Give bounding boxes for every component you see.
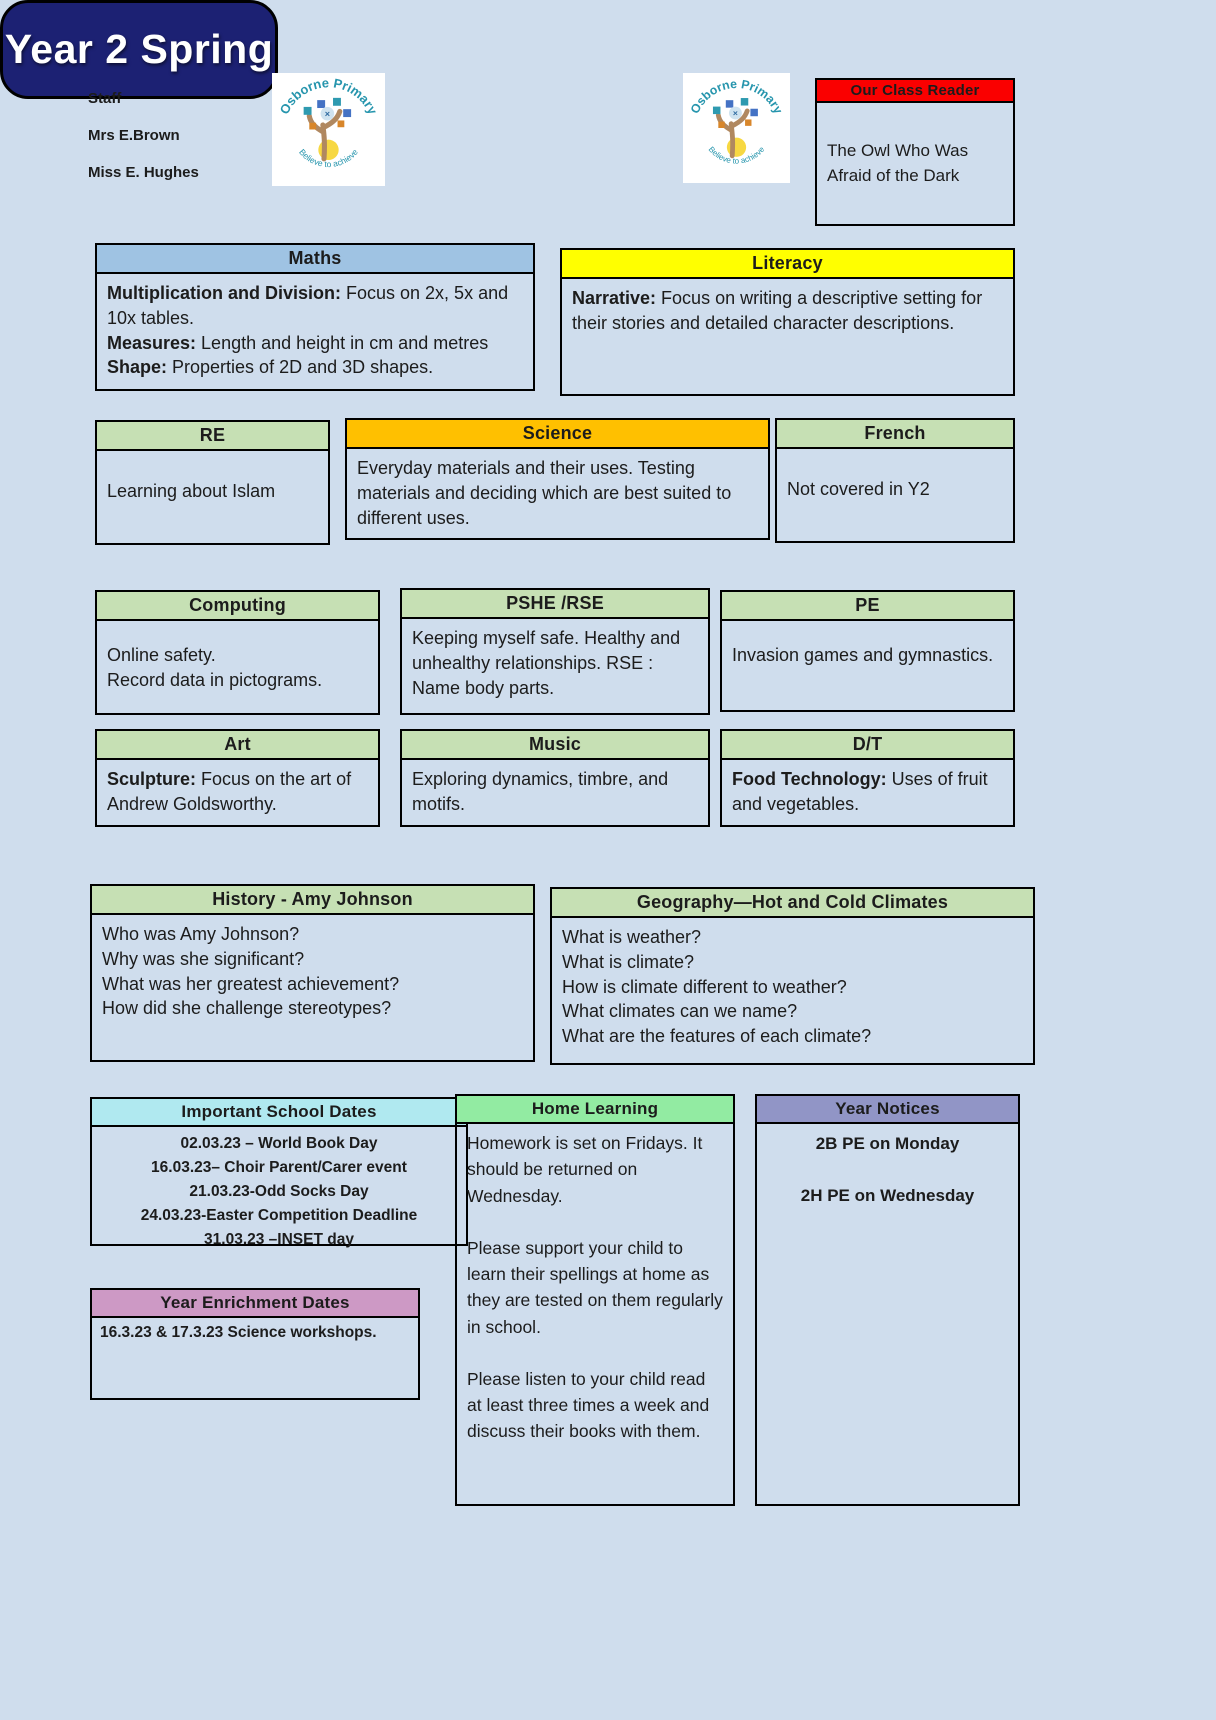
history-box (90, 884, 535, 1062)
dt-content (722, 760, 1013, 824)
page-title-text: Year 2 Spring (4, 26, 274, 72)
literacy-topic: Narrative: (572, 288, 657, 308)
music-content: Exploring dynamics, timbre, and motifs. (412, 769, 669, 814)
dt-header: D/T (722, 731, 1013, 760)
logo-motto-text: Believe to achieve (706, 144, 767, 166)
maths-topic-detail: Properties of 2D and 3D shapes. (167, 357, 434, 378)
science-box (345, 418, 770, 540)
pe-content: Invasion games and gymnastics. (732, 645, 994, 665)
music-header: Music (402, 731, 708, 760)
computing-line: Online safety. (107, 645, 216, 665)
school-logo-image (272, 73, 385, 186)
maths-topic-detail: Length and height in cm and metres (196, 332, 489, 353)
history-header: History - Amy Johnson (92, 886, 533, 915)
school-logo-image (683, 73, 790, 183)
geography-question: What climates can we name? (562, 1001, 798, 1022)
geography-content (552, 918, 1033, 1056)
staff-member: Miss E. Hughes (88, 164, 199, 181)
year-notices-box (755, 1094, 1020, 1506)
literacy-content (562, 279, 1013, 343)
year-notices-header: Year Notices (757, 1096, 1018, 1124)
notice-item: 2B PE on Monday (815, 1134, 960, 1153)
literacy-box (560, 248, 1015, 396)
maths-content (97, 274, 533, 387)
maths-topic: Shape: (107, 357, 168, 378)
sun-icon (727, 138, 746, 157)
logo-arc-text: Osborne Primary (687, 76, 786, 116)
re-content: Learning about Islam (107, 481, 276, 501)
pe-box (720, 590, 1015, 712)
art-header: Art (97, 731, 378, 760)
history-question: What was her greatest achievement? (102, 973, 400, 994)
geography-question: What is climate? (562, 951, 695, 972)
home-learning-paragraph: Please support your child to learn their spellings at home as they are tested on them regularly in school. (467, 1237, 723, 1337)
dt-topic-detail: Uses of fruit and vegetables. (732, 769, 988, 814)
enrichment-header: Year Enrichment Dates (92, 1290, 418, 1318)
pshe-content (402, 619, 708, 707)
class-reader-box (815, 78, 1015, 226)
date-item: 21.03.23-Odd Socks Day (189, 1183, 369, 1200)
geography-box (550, 887, 1035, 1065)
sun-icon (318, 140, 338, 160)
french-content: Not covered in Y2 (787, 479, 930, 499)
important-dates-content (92, 1127, 466, 1257)
history-question: How did she challenge stereotypes? (102, 998, 392, 1019)
pshe-line: Keeping myself safe. (412, 628, 580, 648)
maths-box (95, 243, 535, 391)
history-question: Who was Amy Johnson? (102, 924, 300, 944)
geography-question: How is climate different to weather? (562, 976, 847, 997)
staff-member: Mrs E.Brown (88, 127, 180, 144)
important-dates-header: Important School Dates (92, 1099, 466, 1127)
computing-content (97, 621, 378, 700)
dt-box (720, 729, 1015, 827)
art-box (95, 729, 380, 827)
maths-header: Maths (97, 245, 533, 274)
school-logo (683, 73, 790, 183)
art-topic: Sculpture: (107, 769, 197, 789)
maths-topic: Measures: (107, 332, 197, 353)
home-learning-content (457, 1124, 733, 1477)
maths-topic: Multiplication and Division: (107, 283, 341, 303)
home-learning-header: Home Learning (457, 1096, 733, 1124)
class-reader-text: The Owl Who Was Afraid of the Dark (827, 141, 969, 185)
history-content (92, 915, 533, 1028)
date-item: 31.03.23 –INSET day (204, 1231, 354, 1248)
maths-topic-detail: Focus on 2x, 5x and 10x tables. (107, 283, 509, 328)
logo-arc-text: Osborne Primary (276, 75, 381, 117)
pshe-line: RSE : Name body parts. (412, 652, 654, 698)
svg-text:×: × (324, 109, 331, 120)
geography-question: What are the features of each climate? (562, 1026, 872, 1047)
literacy-topic-detail: Focus on writing a descriptive setting for their stories and detailed character descriptions. (572, 288, 983, 333)
pe-header: PE (722, 592, 1013, 621)
svg-text:×: × (732, 108, 738, 119)
date-item: 02.03.23 – World Book Day (180, 1135, 378, 1152)
computing-header: Computing (97, 592, 378, 621)
home-learning-paragraph: Homework is set on Fridays. It should be returned on Wednesday. (467, 1133, 703, 1206)
home-learning-box (455, 1094, 735, 1506)
dt-topic: Food Technology: (732, 769, 887, 789)
history-question: Why was she significant? (102, 948, 305, 969)
art-content (97, 760, 378, 824)
year-notices-content (757, 1124, 1018, 1206)
computing-box (95, 590, 380, 715)
science-header: Science (347, 420, 768, 449)
pshe-box (400, 588, 710, 715)
literacy-header: Literacy (562, 250, 1013, 279)
pshe-line: Healthy and unhealthy relationships. (412, 628, 681, 673)
home-learning-paragraph: Please listen to your child read at least three times a week and discuss their books with them. (467, 1368, 710, 1442)
french-box (775, 418, 1015, 543)
pshe-header: PSHE /RSE (402, 590, 708, 619)
re-header: RE (97, 422, 328, 451)
school-logo (272, 73, 385, 186)
science-content: Everyday materials and their uses. Testing materials and deciding which are best suited to different uses. (357, 458, 732, 528)
music-box (400, 729, 710, 827)
date-item: 24.03.23-Easter Competition Deadline (140, 1207, 418, 1224)
re-box (95, 420, 330, 545)
enrichment-box (90, 1288, 420, 1400)
logo-motto-text: Believe to achieve (297, 146, 360, 170)
important-dates-box (90, 1097, 468, 1246)
art-topic-detail: Focus on the art of Andrew Goldsworthy. (107, 769, 352, 814)
geography-header: Geography—Hot and Cold Climates (552, 889, 1033, 918)
notice-item: 2H PE on Wednesday (800, 1186, 975, 1205)
computing-line: Record data in pictograms. (107, 669, 323, 690)
date-item: 16.03.23– Choir Parent/Carer event (151, 1159, 407, 1176)
geography-question: What is weather? (562, 927, 702, 947)
class-reader-header: Our Class Reader (817, 80, 1013, 103)
staff-heading: Staff (88, 90, 122, 107)
enrichment-content: 16.3.23 & 17.3.23 Science workshops. (100, 1324, 377, 1341)
french-header: French (777, 420, 1013, 449)
